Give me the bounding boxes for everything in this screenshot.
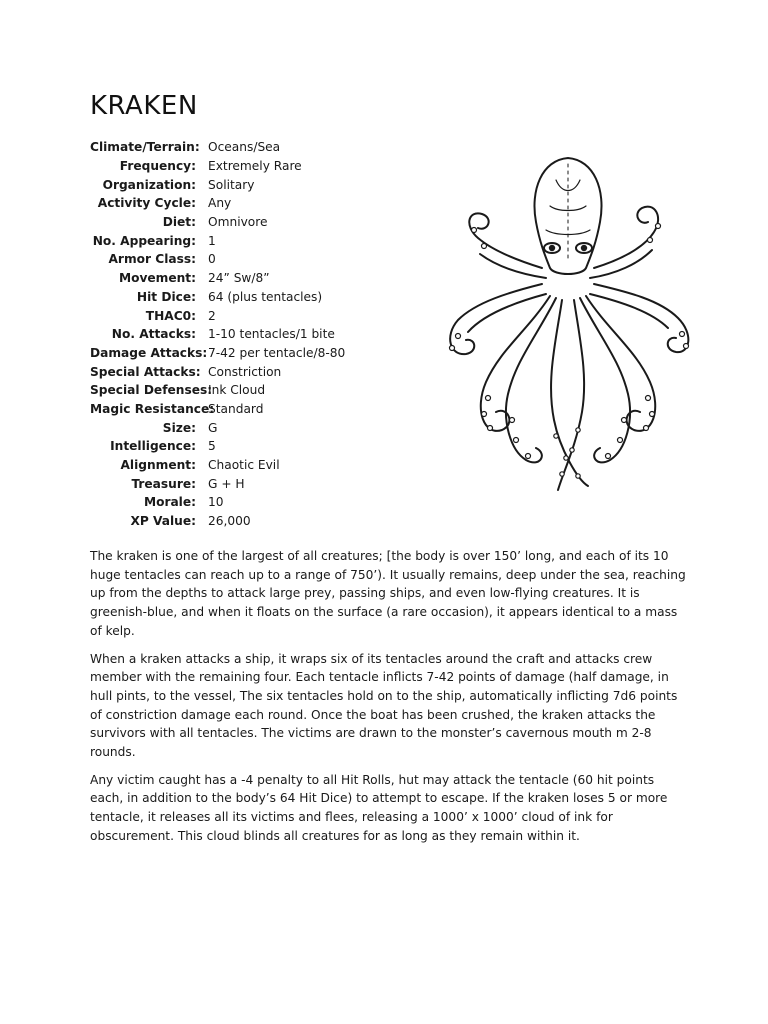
stat-label: Magic Resistance: <box>90 401 215 416</box>
stat-row-activity-cycle <box>90 194 390 213</box>
stat-row-movement <box>90 269 390 288</box>
stat-value: 10 <box>208 495 224 510</box>
stat-label: XP Value: <box>130 514 196 529</box>
stat-label: Intelligence: <box>110 439 196 454</box>
description-paragraph: Any victim caught has a -4 penalty to all Hit Rolls, hut may attack the tentacle (60 hit points each, in addition to the body’s 64 Hit Dice) to attempt to escape. If the kraken loses 5 or more tentacle, it releases all its victims and flees, releasing a 1000’ x 1000’ cloud of ink for obscurement. This cloud blinds all creatures for as long as they remain within it. <box>90 772 668 843</box>
stat-block <box>90 138 390 530</box>
stat-label: Damage Attacks: <box>90 345 208 360</box>
stat-value: Standard <box>208 401 264 416</box>
kraken-lines <box>450 158 689 490</box>
stat-value: Omnivore <box>208 215 268 230</box>
stat-label: Hit Dice: <box>136 289 196 304</box>
description-paragraph: The kraken is one of the largest of all creatures; [the body is over 150’ long, and each of its 10 huge tentacles can reach up to a range of 750’). It usually remains, deep under the sea, reaching up from the depths to attack large prey, passing ships, and even low-flying creatures. It is greenish-blue, and when it floats on the surface (a rare occasion), it appears identical to a mass of kelp. <box>90 549 686 638</box>
stat-row-no-appearing <box>90 231 390 250</box>
stat-label: Activity Cycle: <box>97 196 196 211</box>
stat-label: Size: <box>162 420 196 435</box>
stat-row-alignment <box>90 456 390 475</box>
stat-value: G + H <box>208 476 245 491</box>
stat-label: No. Attacks: <box>111 327 196 342</box>
stat-label: Treasure: <box>131 476 196 491</box>
stat-value: Chaotic Evil <box>208 458 280 473</box>
stat-row-treasure <box>90 474 390 493</box>
description-paragraph: When a kraken attacks a ship, it wraps six of its tentacles around the craft and attacks crew member with the remaining four. Each tentacle inflicts 7-42 points of damage (half damage, in hull pints, to the vessel, The six tentacles hold on to the ship, automatically inflicting 7d6 points of constriction damage each round. Once the boat has been crushed, the kraken attacks the survivors with all tentacles. The victims are drawn to the monster’s cavernous mouth m 2-8 rounds. <box>90 651 678 760</box>
stat-row-diet <box>90 213 390 232</box>
stat-row-magic-resistance <box>90 400 390 419</box>
stat-label: Climate/Terrain: <box>90 140 200 155</box>
stat-value: Extremely Rare <box>208 159 302 174</box>
stat-label: Morale: <box>143 495 196 510</box>
stat-value: 1-10 tentacles/1 bite <box>208 327 335 342</box>
stat-value: 64 (plus tentacles) <box>208 289 323 304</box>
stat-row-armor-class <box>90 250 390 269</box>
page-title: KRAKEN <box>90 91 198 121</box>
stat-row-organization <box>90 175 390 194</box>
stat-value: Oceans/Sea <box>208 140 281 155</box>
stat-value: Ink Cloud <box>208 383 266 398</box>
description-text <box>90 547 690 855</box>
stat-row-thac0 <box>90 306 390 325</box>
stat-row-morale <box>90 493 390 512</box>
stat-label: No. Appearing: <box>92 233 196 248</box>
stat-value: 1 <box>208 233 216 248</box>
stat-label: Alignment: <box>120 458 196 473</box>
stat-value: 7-42 per tentacle/8-80 <box>208 345 346 360</box>
stat-row-special-attacks <box>90 362 390 381</box>
stat-label: Special Defenses: <box>90 383 213 398</box>
stat-label: Frequency: <box>119 159 196 174</box>
stat-label: Movement: <box>118 271 196 286</box>
stat-row-xp-value <box>90 512 390 531</box>
stat-value: 26,000 <box>208 514 251 529</box>
stat-value: 24” Sw/8” <box>208 271 270 286</box>
stat-label: Diet: <box>162 215 196 230</box>
stat-row-special-defenses <box>90 381 390 400</box>
stat-row-frequency <box>90 157 390 176</box>
stat-row-damage-attacks <box>90 344 390 363</box>
stat-value: 5 <box>208 439 216 454</box>
stat-value: Any <box>208 196 232 211</box>
stat-row-size <box>90 418 390 437</box>
stat-value: Constriction <box>208 364 282 379</box>
stat-value: 2 <box>208 308 216 323</box>
stat-row-intelligence <box>90 437 390 456</box>
stat-row-climate <box>90 138 390 157</box>
stat-label: Organization: <box>102 177 196 192</box>
stat-value: G <box>208 420 218 435</box>
stat-label: Armor Class: <box>108 252 196 267</box>
stat-row-hit-dice <box>90 288 390 307</box>
stat-value: 0 <box>208 252 216 267</box>
kraken-illustration <box>438 150 698 500</box>
stat-label: THAC0: <box>145 308 196 323</box>
stat-label: Special Attacks: <box>90 364 201 379</box>
stat-row-no-attacks <box>90 325 390 344</box>
kraken-drawing <box>438 150 698 500</box>
stat-value: Solitary <box>208 177 255 192</box>
